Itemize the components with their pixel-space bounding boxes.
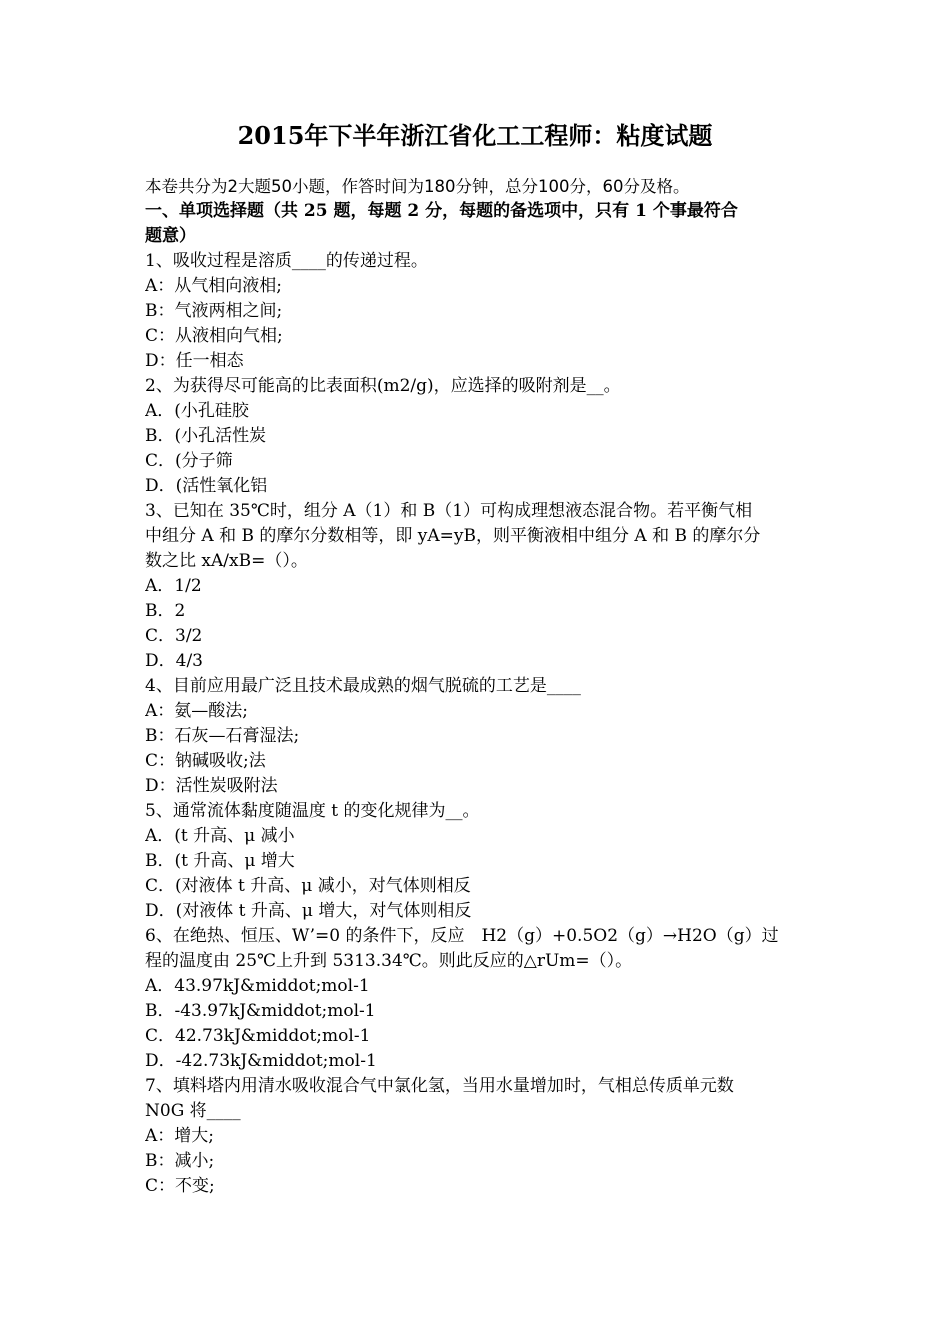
option-c: C．3/2 [145,626,203,646]
question-stem: 4、目前应用最广泛且技术最成熟的烟气脱硫的工艺是____ [145,676,581,696]
question-1 [145,249,810,374]
question-stem-continued: 数之比 xA/xB=（）。 [145,551,308,571]
question-stem: 2、为获得尽可能高的比表面积(m2/g)，应选择的吸附剂是__。 [145,376,621,396]
option-b: B．2 [145,601,186,621]
option-a: A．1/2 [145,576,202,596]
question-7 [145,1074,810,1199]
exam-intro: 本卷共分为2大题50小题，作答时间为180分钟，总分100分，60分及格。 [145,177,690,196]
option-b: B．(t 升高、μ 增大 [145,851,295,871]
option-b: B：减小; [145,1151,215,1171]
question-6 [145,924,810,1074]
option-c: C：钠碱吸收;法 [145,751,266,771]
question-3 [145,499,810,674]
option-c: C．42.73kJ&middot;mol-1 [145,1026,371,1046]
option-d: D．4/3 [145,651,203,671]
question-stem-continued: 程的温度由 25℃上升到 5313.34℃。则此反应的△rUm=（）。 [145,951,633,971]
section-heading: 一、单项选择题（共 25 题，每题 2 分，每题的备选项中，只有 1 个事最符合 [145,201,738,221]
option-b: B：石灰—石膏湿法; [145,726,300,746]
question-stem-continued: 中组分 A 和 B 的摩尔分数相等，即 yA=yB，则平衡液相中组分 A 和 B 的摩尔分 [145,526,761,546]
option-d: D：活性炭吸附法 [145,776,278,796]
option-a: A：氨—酸法; [145,701,249,721]
option-a: A：增大; [145,1126,215,1146]
question-5 [145,799,810,924]
option-b: B．-43.97kJ&middot;mol-1 [145,1001,376,1021]
option-a: A：从气相向液相; [145,276,283,296]
option-b: B：气液两相之间; [145,301,283,321]
option-a: A．43.97kJ&middot;mol-1 [145,976,370,996]
question-stem: 5、通常流体黏度随温度 t 的变化规律为__。 [145,801,480,821]
option-d: D．(对液体 t 升高、μ 增大，对气体则相反 [145,901,472,921]
option-c: C：不变; [145,1176,215,1196]
option-d: D：任一相态 [145,351,244,371]
question-stem: 6、在绝热、恒压、W’=0 的条件下，反应 H2（g）+0.5O2（g）→H2O（g）过 [145,926,779,946]
section-heading-continued: 题意） [145,226,196,246]
question-list [145,249,810,1199]
option-c: C．(分子筛 [145,451,233,471]
document-title: 2015年下半年浙江省化工工程师：粘度试题 [237,121,713,150]
option-d: D．-42.73kJ&middot;mol-1 [145,1051,377,1071]
question-stem: 3、已知在 35℃时，组分 A（1）和 B（1）可构成理想液态混合物。若平衡气相 [145,501,753,521]
option-a: A．(t 升高、μ 减小 [145,826,295,846]
option-c: C．(对液体 t 升高、μ 减小，对气体则相反 [145,876,471,896]
option-b: B．(小孔活性炭 [145,426,267,446]
option-d: D．(活性氧化铝 [145,476,268,496]
question-2 [145,374,810,499]
option-a: A．(小孔硅胶 [145,401,249,421]
question-stem: 7、填料塔内用清水吸收混合气中氯化氢，当用水量增加时，气相总传质单元数 [145,1076,734,1096]
document-body [145,174,810,1199]
option-c: C：从液相向气相; [145,326,283,346]
question-4 [145,674,810,799]
question-stem-continued: N0G 将____ [145,1101,241,1121]
question-stem: 1、吸收过程是溶质____的传递过程。 [145,251,428,271]
